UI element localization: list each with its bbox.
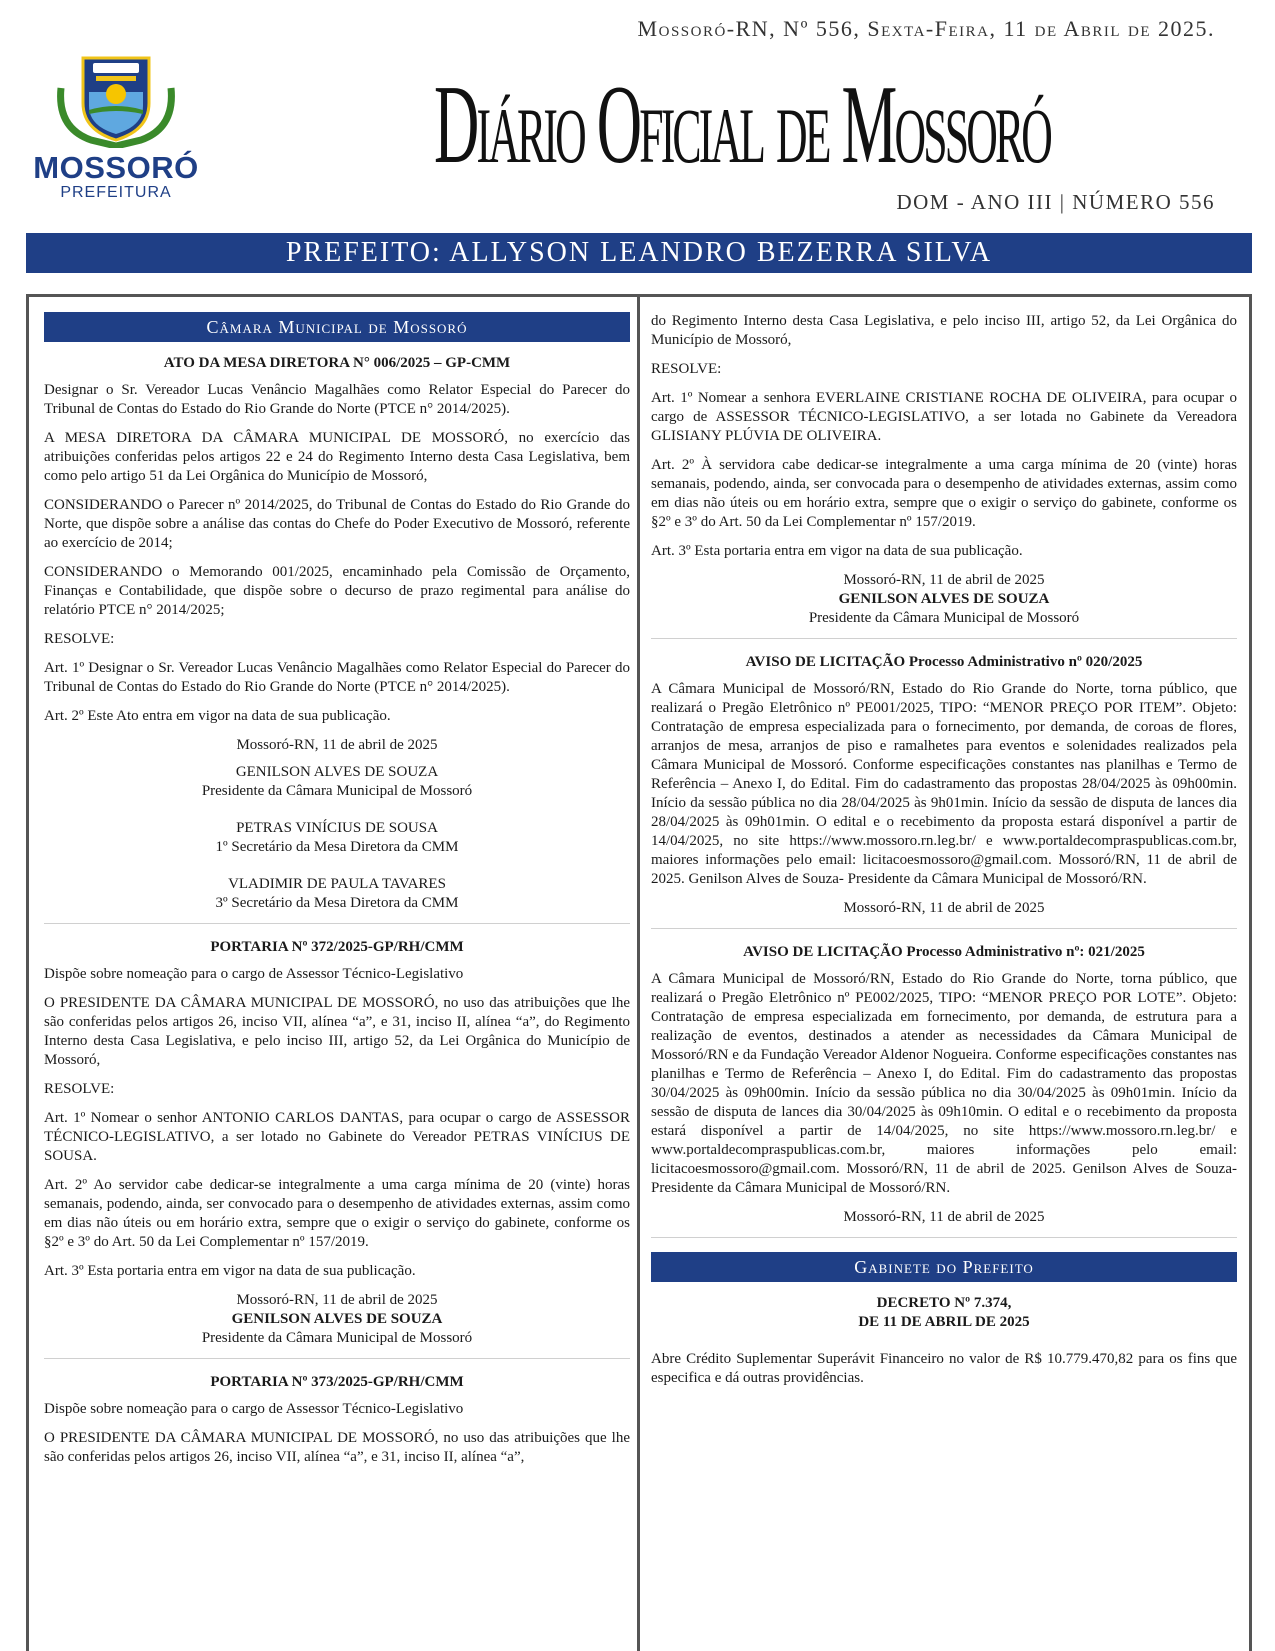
- separator: [44, 923, 630, 924]
- ato-paragraph: CONSIDERANDO o Memorando 001/2025, encaminhado pela Comissão de Orçamento, Finanças e Contabilidade, que dispõe sobre o decurso de prazo regimental para análise do relatório PTCE n° 2014/2025;: [44, 564, 630, 618]
- signature-role: Presidente da Câmara Municipal de Mossoró: [201, 783, 473, 799]
- section-header-gabinete: Gabinete do Prefeito: [651, 1252, 1237, 1282]
- portaria-date: Mossoró-RN, 11 de abril de 2025: [843, 572, 1045, 588]
- portaria-paragraph: Art. 1º Nomear a senhora EVERLAINE CRISTIANE ROCHA DE OLIVEIRA, para ocupar o cargo de ASSESSOR TÉCNICO-LEGISLATIVO, a ser lotada no Gabinete da Vereadora GLISIANY PLÚVIA DE OLIVEIRA.: [651, 390, 1237, 444]
- aviso-title: AVISO DE LICITAÇÃO Processo Administrativo nº 020/2025: [745, 654, 1143, 670]
- decreto-7374: [651, 1294, 1237, 1388]
- aviso-title: AVISO DE LICITAÇÃO Processo Administrativo nº: 021/2025: [743, 944, 1145, 960]
- portaria-paragraph: Art. 2º Ao servidor cabe dedicar-se integralmente a uma carga mínima de 20 (vinte) horas semanais, podendo, ainda, ser convocado para o desempenho de atividades externas, assim como em dias não úteis ou em horário extra, sempre que o exigir o serviço do gabinete, conforme os §2º e 3º do Art. 50 da Lei Complementar nº 157/2019.: [44, 1177, 630, 1250]
- signature-role: Presidente da Câmara Municipal de Mossoró: [201, 1330, 473, 1346]
- signature-name: VLADIMIR DE PAULA TAVARES: [228, 876, 446, 892]
- separator: [44, 1358, 630, 1359]
- portaria-paragraph: Art. 3º Esta portaria entra em vigor na data de sua publicação.: [651, 543, 1023, 559]
- logo-subtitle: PREFEITURA: [60, 184, 172, 201]
- portaria-title: PORTARIA Nº 372/2025-GP/RH/CMM: [210, 939, 464, 955]
- city-coat-of-arms-icon: [51, 48, 181, 148]
- portaria-paragraph: Art. 2º À servidora cabe dedicar-se integralmente a uma carga mínima de 20 (vinte) horas semanais, podendo, ainda, ser convocada para o desempenho de atividades externas, assim como em dias não úteis ou em horário extra, sempre que o exigir o serviço do gabinete, conforme os §2º e 3º do Art. 50 da Lei Complementar nº 157/2019.: [651, 457, 1237, 530]
- left-column: [44, 312, 630, 1477]
- separator: [651, 638, 1237, 639]
- dateline: Mossoró-RN, Nº 556, Sexta-Feira, 11 de Abril de 2025.: [637, 16, 1215, 41]
- aviso-text: A Câmara Municipal de Mossoró/RN, Estado do Rio Grande do Norte, torna público, que realizará o Pregão Eletrônico nº PE002/2025, TIPO: “MENOR PREÇO POR LOTE”. Objeto: Contratação de empresa especializada em fornecimento, por demanda, de estrutura para a realização de eventos, destinados a atender as necessidades da Câmara Municipal de Mossoró/RN e da Fundação Vereador Aldenor Nogueira. Conforme especificações constantes nas planilhas e Termo de Referência – Anexo I, do Edital. Fim do cadastramento das propostas 30/04/2025 às 09h00min. Início da sessão pública no dia 30/04/2025 às 09h01min. Início da sessão de disputa de lances dia 30/04/2025 às 09h10min. O edital e o recebimento da proposta estará disponível a partir de 14/04/2025, no site https://www.mossoro.rn.leg.br/ e www.portaldecompraspublicas.com.br, maiores informações pelo email: licitacoesmossoro@gmail.com. Mossoró/RN, 11 de abril de 2025. Genilson Alves de Souza- Presidente da Câmara Municipal de Mossoró/RN.: [651, 971, 1237, 1196]
- ato-mesa-diretora: [44, 354, 630, 913]
- portaria-title: PORTARIA Nº 373/2025-GP/RH/CMM: [210, 1374, 464, 1390]
- portaria-373-continued: [651, 312, 1237, 628]
- ato-paragraph: Art. 2º Este Ato entra em vigor na data de sua publicação.: [44, 708, 391, 724]
- portaria-paragraph: Dispõe sobre nomeação para o cargo de Assessor Técnico-Legislativo: [44, 1401, 464, 1417]
- decreto-ementa: Abre Crédito Suplementar Superávit Financeiro no valor de R$ 10.779.470,82 para os fins que especifica e dá outras providências.: [651, 1351, 1237, 1386]
- portaria-paragraph: O PRESIDENTE DA CÂMARA MUNICIPAL DE MOSSORÓ, no uso das atribuições que lhe são conferidas pelos artigos 26, inciso VII, alínea “a”, e 31, inciso II, alínea “a”,: [44, 1430, 630, 1465]
- ato-date: Mossoró-RN, 11 de abril de 2025: [236, 737, 438, 753]
- logo-name: MOSSORÓ: [33, 150, 199, 185]
- masthead-title: Diário Oficial de Mossoró: [433, 63, 1051, 187]
- ato-paragraph: A MESA DIRETORA DA CÂMARA MUNICIPAL DE MOSSORÓ, no exercício das atribuições conferidas pelos artigos 22 e 24 do Regimento Interno desta Casa Legislativa, bem como pelo artigo 51 da Lei Orgânica do Município de Mossoró,: [44, 430, 630, 484]
- separator: [651, 928, 1237, 929]
- signature-name: GENILSON ALVES DE SOUZA: [838, 591, 1050, 607]
- decreto-title: DECRETO Nº 7.374,: [876, 1295, 1012, 1311]
- portaria-paragraph: Art. 1º Nomear o senhor ANTONIO CARLOS DANTAS, para ocupar o cargo de ASSESSOR TÉCNICO-LEGISLATIVO, a ser lotado no Gabinete do Vereador PETRAS VINÍCIUS DE SOUSA.: [44, 1110, 630, 1164]
- portaria-paragraph: RESOLVE:: [44, 1081, 115, 1097]
- signature-name: GENILSON ALVES DE SOUZA: [235, 764, 439, 780]
- signature-role: Presidente da Câmara Municipal de Mossoró: [808, 610, 1080, 626]
- decreto-date-title: DE 11 DE ABRIL DE 2025: [858, 1314, 1030, 1330]
- city-logo: [26, 48, 206, 208]
- aviso-licitacao-020: [651, 653, 1237, 918]
- portaria-373: [44, 1373, 630, 1467]
- masthead: [232, 46, 1252, 187]
- ato-paragraph: Designar o Sr. Vereador Lucas Venâncio Magalhães como Relator Especial do Parecer do Tribunal de Contas do Estado do Rio Grande do Norte (PTCE n° 2014/2025).: [44, 382, 630, 417]
- signature-role: 1º Secretário da Mesa Diretora da CMM: [215, 839, 459, 855]
- signature-name: GENILSON ALVES DE SOUZA: [231, 1311, 443, 1327]
- portaria-372: [44, 938, 630, 1348]
- portaria-date: Mossoró-RN, 11 de abril de 2025: [236, 1292, 438, 1308]
- portaria-paragraph: RESOLVE:: [651, 361, 722, 377]
- signature-name: PETRAS VINÍCIUS DE SOUSA: [236, 820, 438, 836]
- right-column: [651, 312, 1237, 1398]
- issue-number: DOM - ANO III | NÚMERO 556: [896, 190, 1215, 214]
- column-divider: [637, 294, 640, 1651]
- section-header-camara: Câmara Municipal de Mossoró: [44, 312, 630, 342]
- portaria-paragraph: Dispõe sobre nomeação para o cargo de Assessor Técnico-Legislativo: [44, 966, 464, 982]
- ato-paragraph: RESOLVE:: [44, 631, 115, 647]
- ato-paragraph: Art. 1º Designar o Sr. Vereador Lucas Venâncio Magalhães como Relator Especial do Parecer do Tribunal de Contas do Estado do Rio Grande do Norte (PTCE n° 2014/2025).: [44, 660, 630, 695]
- aviso-date: Mossoró-RN, 11 de abril de 2025: [843, 900, 1045, 916]
- ato-title: ATO DA MESA DIRETORA N° 006/2025 – GP-CMM: [163, 355, 511, 371]
- mayor-banner: PREFEITO: ALLYSON LEANDRO BEZERRA SILVA: [26, 233, 1252, 273]
- aviso-date: Mossoró-RN, 11 de abril de 2025: [843, 1209, 1045, 1225]
- signature-role: 3º Secretário da Mesa Diretora da CMM: [215, 895, 459, 911]
- portaria-paragraph: O PRESIDENTE DA CÂMARA MUNICIPAL DE MOSSORÓ, no uso das atribuições que lhe são conferidas pelos artigos 26, inciso VII, alínea “a”, e 31, inciso II, alínea “a”, do Regimento Interno desta Casa Legislativa, e pelo inciso III, artigo 52, da Lei Orgânica do Município de Mossoró,: [44, 995, 630, 1068]
- portaria-paragraph: Art. 3º Esta portaria entra em vigor na data de sua publicação.: [44, 1263, 416, 1279]
- portaria-paragraph: do Regimento Interno desta Casa Legislativa, e pelo inciso III, artigo 52, da Lei Orgânica do Município de Mossoró,: [651, 313, 1237, 348]
- aviso-licitacao-021: [651, 943, 1237, 1227]
- ato-paragraph: CONSIDERANDO o Parecer nº 2014/2025, do Tribunal de Contas do Estado do Rio Grande do Norte, que dispõe sobre a análise das contas do Chefe do Poder Executivo de Mossoró, referente ao exercício de 2014;: [44, 497, 630, 551]
- separator: [651, 1237, 1237, 1238]
- aviso-text: A Câmara Municipal de Mossoró/RN, Estado do Rio Grande do Norte, torna público, que realizará o Pregão Eletrônico nº PE001/2025, TIPO: “MENOR PREÇO POR ITEM”. Objeto: Contratação de empresa especializada para o fornecimento, por demanda, de coroas de flores, arranjos de mesa, arranjos de piso e ramalhetes para eventos e solenidades realizados pela Câmara Municipal de Mossoró. Conforme especificações constantes nas planilhas e Termo de Referência – Anexo I, do Edital. Fim do cadastramento das propostas 28/04/2025 às 09h00min. Início da sessão pública no dia 28/04/2025 às 9h01min. Início da sessão de disputa de lances dia 28/04/2025 às 09h01min. O edital e o recebimento da proposta estará disponível a partir de 14/04/2025, no site https://www.mossoro.rn.leg.br/ e www.portaldecompraspublicas.com.br, maiores informações pelo email: licitacoesmossoro@gmail.com. Mossoró/RN, 11 de abril de 2025. Genilson Alves de Souza- Presidente da Câmara Municipal de Mossoró/RN.: [651, 681, 1237, 887]
